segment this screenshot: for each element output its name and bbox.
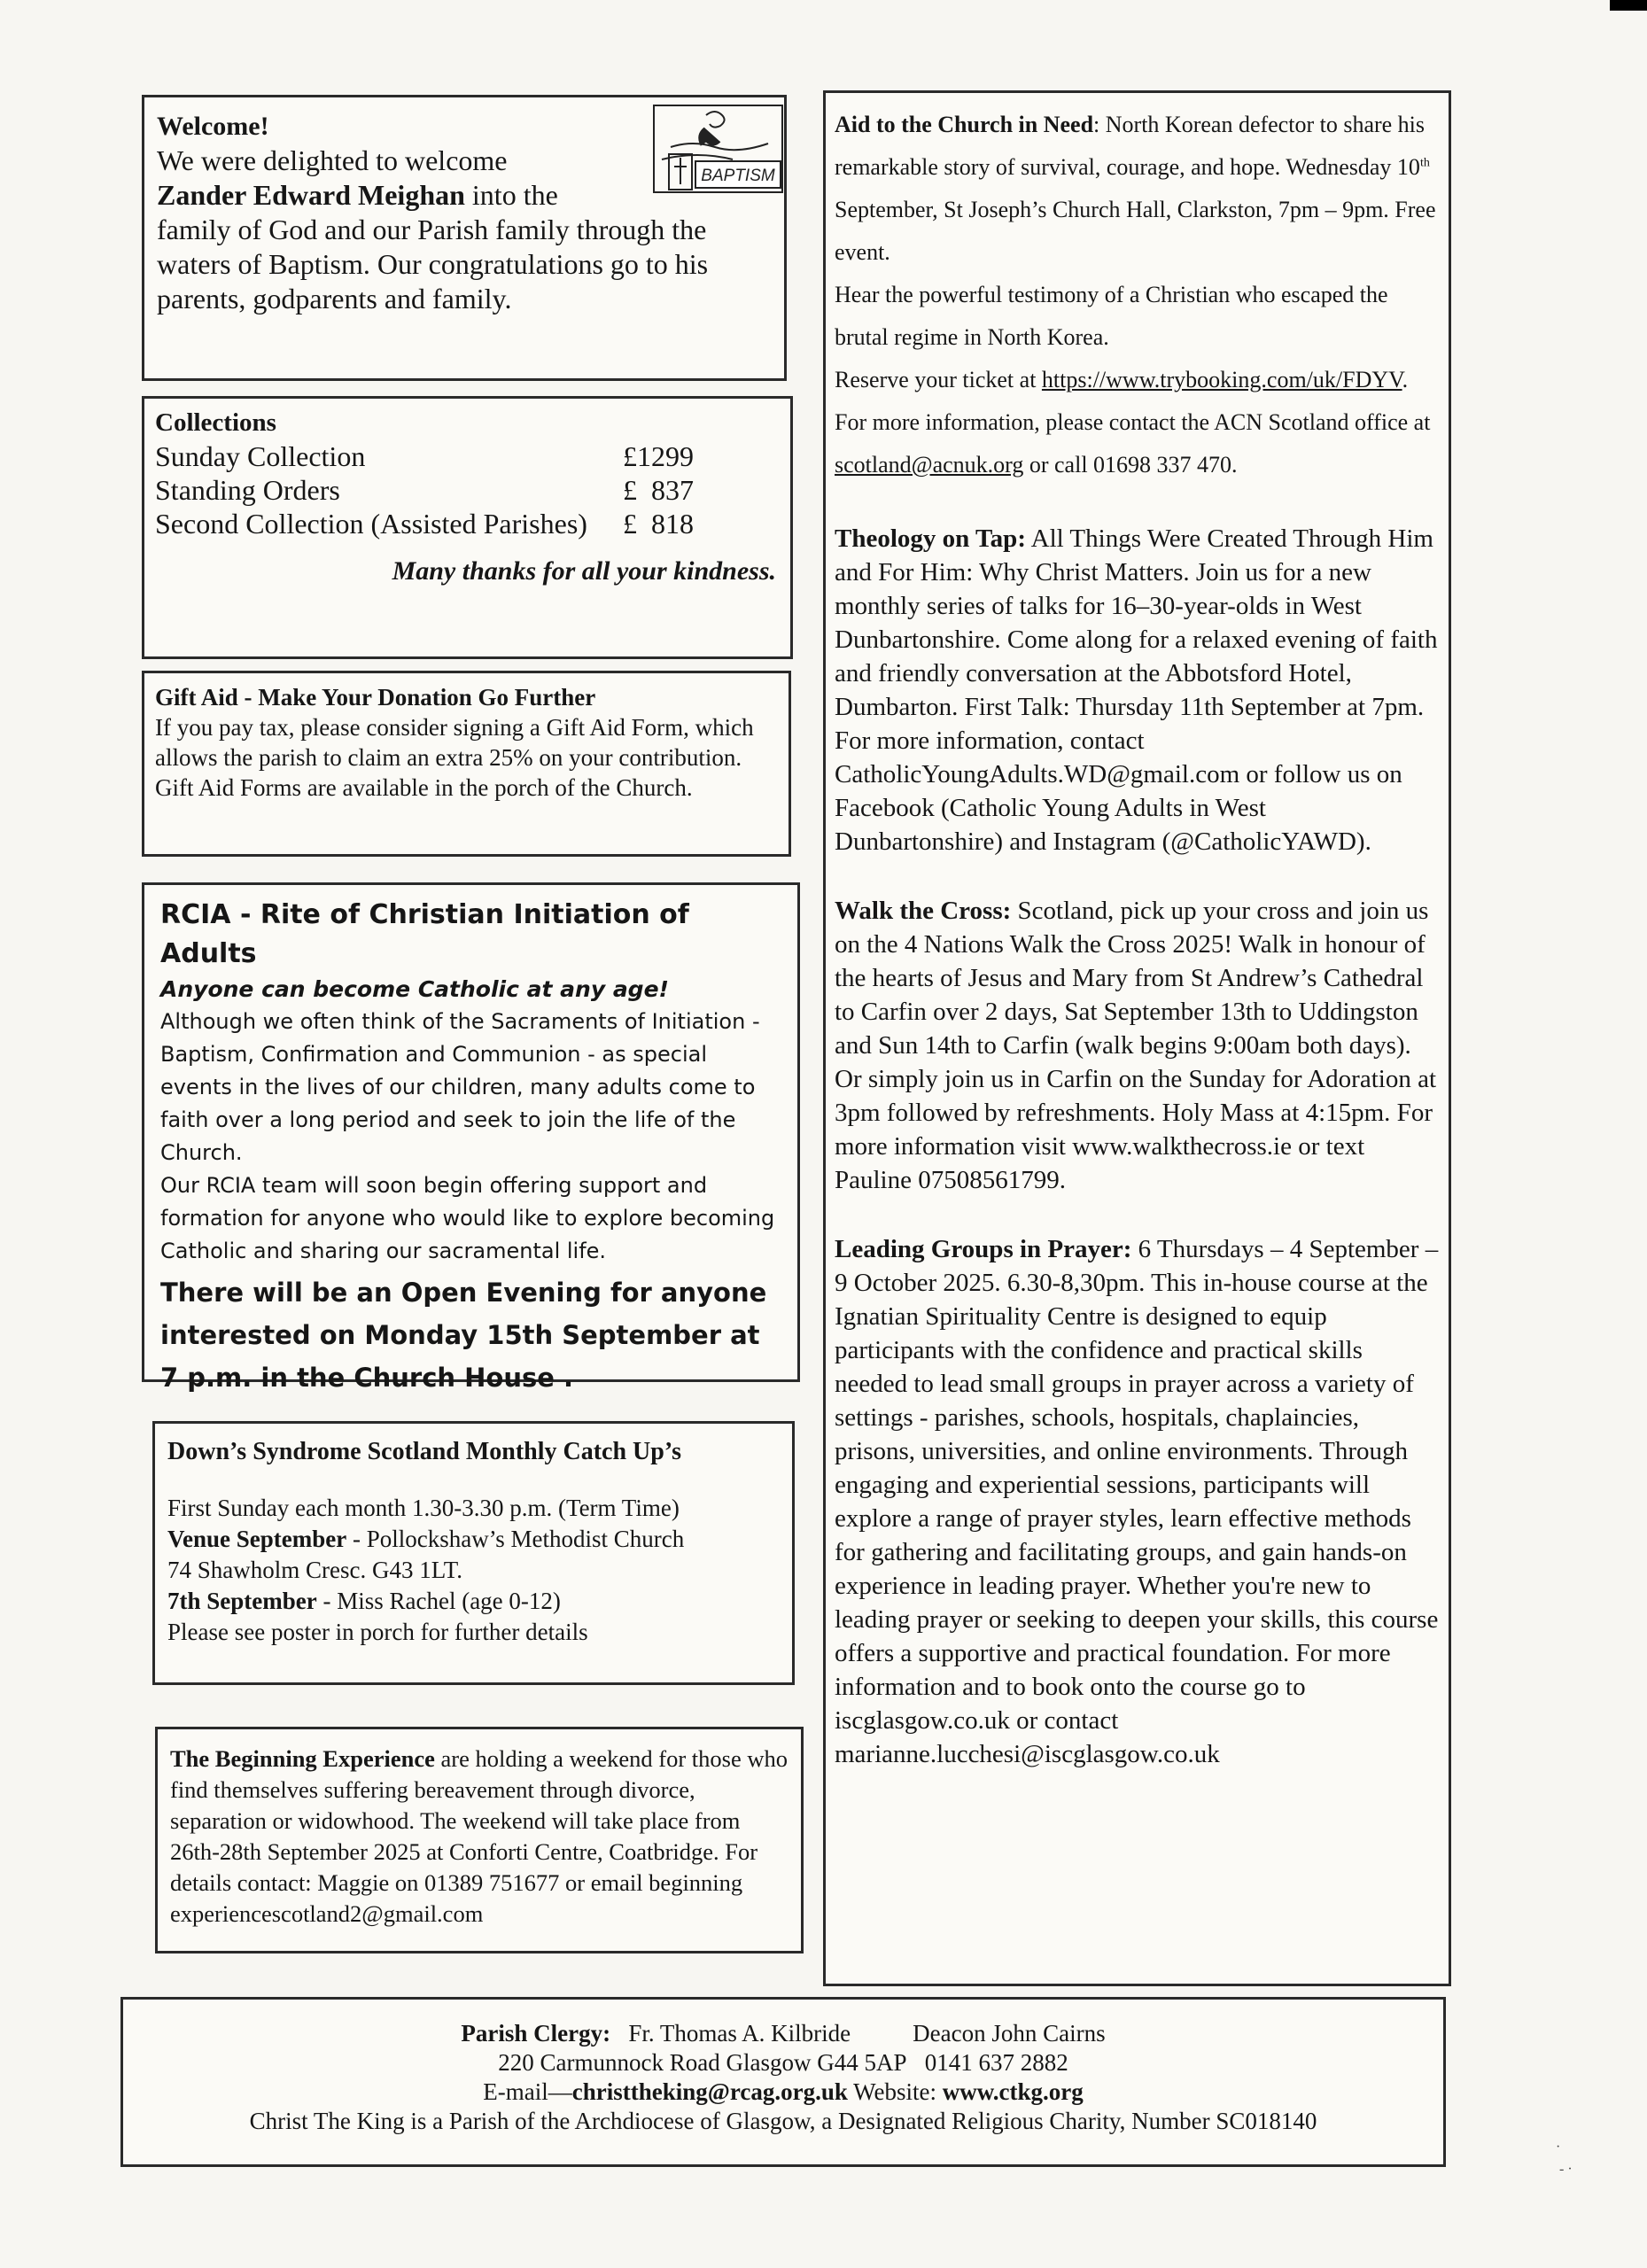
rcia-paragraph: Our RCIA team will soon begin offering support and formation for anyone who would like to explore becoming Catholic and sharing our sacramental life. (160, 1173, 775, 1263)
scan-mark: · (1556, 2140, 1561, 2155)
leading-groups-notice: Leading Groups in Prayer: 6 Thursdays – 4 September – 9 October 2025. 6.30-8,30pm. This in-house course at the Ignatian Spirituality Centre is designed to equip participants with the confidence and practical skills needed to lead small groups in prayer across a variety of settings - parishes, schools, hospitals, chaplaincies, prisons, universities, and online environments. Through engaging and experiential sessions, participants will explore a range of prayer styles, learn effective methods for gathering and facilitating groups, and gain hands-on experience in leading prayer. Whether you're new to leading prayer or seeking to deepen your skills, this course offers a supportive and practical foundation. For more information and to book onto the course go to iscglasgow.co.uk or contact marianne.lucchesi@iscglasgow.co.uk (835, 1235, 1439, 1768)
gift-aid-title: Gift Aid - Make Your Donation Go Further (155, 684, 596, 711)
collections-title: Collections (155, 408, 276, 437)
scan-mark: - · (1559, 2162, 1573, 2177)
gift-aid-body: If you pay tax, please consider signing a Gift Aid Form, which allows the parish to claim an extra 25% on your contribution. Gift Aid Forms are available in the porch of the Church. (155, 714, 754, 801)
page-corner-mark (1610, 0, 1647, 11)
rcia-subtitle: Anyone can become Catholic at any age! (160, 976, 669, 1002)
welcome-title: Welcome! (157, 112, 269, 141)
footer-email-link[interactable]: christtheking@rcag.org.uk (571, 2078, 848, 2105)
beginning-experience-box (155, 1727, 804, 1953)
parish-footer (120, 1997, 1446, 2167)
collection-row: Second Collection (Assisted Parishes) £ 818 (155, 508, 694, 540)
baptism-icon (653, 105, 783, 193)
rcia-title: RCIA - Rite of Christian Initiation of Adults (160, 899, 689, 969)
footer-charity: Christ The King is a Parish of the Archdiocese of Glasgow, a Designated Religious Charity, Number SC018140 (249, 2108, 1317, 2134)
footer-address: 220 Carmunnock Road Glasgow G44 5AP 0141 637 2882 (498, 2049, 1068, 2076)
downs-syndrome-box (152, 1421, 795, 1685)
collection-row: Standing Orders £ 837 (155, 474, 694, 506)
rcia-box (142, 882, 800, 1393)
collections-box (142, 396, 793, 659)
collections-thanks: Many thanks for all your kindness. (392, 556, 776, 586)
acn-email-link[interactable]: scotland@acnuk.org (835, 452, 1024, 478)
collection-row: Sunday Collection £1299 (155, 440, 694, 472)
rcia-open-evening: There will be an Open Evening for anyone interested on Monday 15th September at 7 p.m. in the Church House . (160, 1278, 767, 1393)
footer-clergy: Parish Clergy: Fr. Thomas A. Kilbride Deacon John Cairns (461, 2020, 1106, 2047)
rcia-paragraph: Although we often think of the Sacraments of Initiation - Baptism, Confirmation and Communion - as special events in the lives of our children, many adults come to faith over a long period and seek to join the life of the Church. (160, 1009, 760, 1165)
footer-website-link[interactable]: www.ctkg.org (942, 2078, 1084, 2105)
acn-notice: Aid to the Church in Need: North Korean defector to share his remarkable story of survival, courage, and hope. Wednesday 10th September, St Joseph’s Church Hall, Clarkston, 7pm – 9pm. Free event. Hear the powerful testimony of a Christian who escaped the brutal regime in North Korea. Reserve your ticket at https://www.trybooking.com/uk/FDYV. For more information, please contact the ACN Scotland office at scotland@acnuk.org or call 01698 337 470. (835, 112, 1436, 478)
walk-the-cross-notice: Walk the Cross: Scotland, pick up your cross and join us on the 4 Nations Walk the Cross 2025! Walk in honour of the hearts of Jesus and Mary from St Andrew’s Cathedral to Carfin over 2 days, Sat September 13th to Uddingston and Sun 14th to Carfin (walk begins 9:00am both days). Or simply join us in Carfin on the Sunday for Adoration at 3pm followed by refreshments. Holy Mass at 4:15pm. For more information visit www.walkthecross.ie or text Pauline 07508561799. (835, 897, 1437, 1194)
footer-contact: E-mail—christtheking@rcag.org.uk Website: www.ctkg.org (483, 2078, 1084, 2105)
acn-booking-link[interactable]: https://www.trybooking.com/uk/FDYV (1041, 367, 1402, 392)
downs-title: Down’s Syndrome Scotland Monthly Catch Up’s (167, 1438, 682, 1465)
baptism-icon-label: BAPTISM (701, 167, 775, 185)
downs-details: First Sunday each month 1.30-3.30 p.m. (Term Time) Venue September - Pollockshaw’s Methodist Church 74 Shawholm Cresc. G43 1LT. 7th September - Miss Rachel (age 0-12) Please see poster in porch for further details (167, 1495, 685, 1645)
theology-on-tap-notice: Theology on Tap: All Things Were Created Through Him and For Him: Why Christ Matters. Join us for a new monthly series of talks for 16–30-year-olds in West Dunbartonshire. Come along for a relaxed evening of faith and friendly conversation at the Abbotsford Hotel, Dumbarton. First Talk: Thursday 11th September at 7pm. For more information, contact CatholicYoungAdults.WD@gmail.com or follow us on Facebook (Catholic Young Adults in West Dunbartonshire) and Instagram (@CatholicYAWD). (835, 524, 1438, 856)
gift-aid-box (142, 671, 791, 857)
baptised-name: Zander Edward Meighan (157, 179, 465, 211)
beginning-experience-text: The Beginning Experience are holding a weekend for those who find themselves suffering bereavement through divorce, separation or widowhood. The weekend will take place from 26th-28th September 2025 at Conforti Centre, Coatbridge. For details contact: Maggie on 01389 751677 or email beginning experiencescotland2@gmail.com (170, 1745, 788, 1927)
welcome-body: We were delighted to welcome Zander Edward Meighan into the family of God and our Parish family through the waters of Baptism. Our congratulations go to his parents, godparents and family. (157, 144, 709, 315)
notices-column (823, 90, 1451, 1986)
welcome-box (142, 95, 787, 381)
